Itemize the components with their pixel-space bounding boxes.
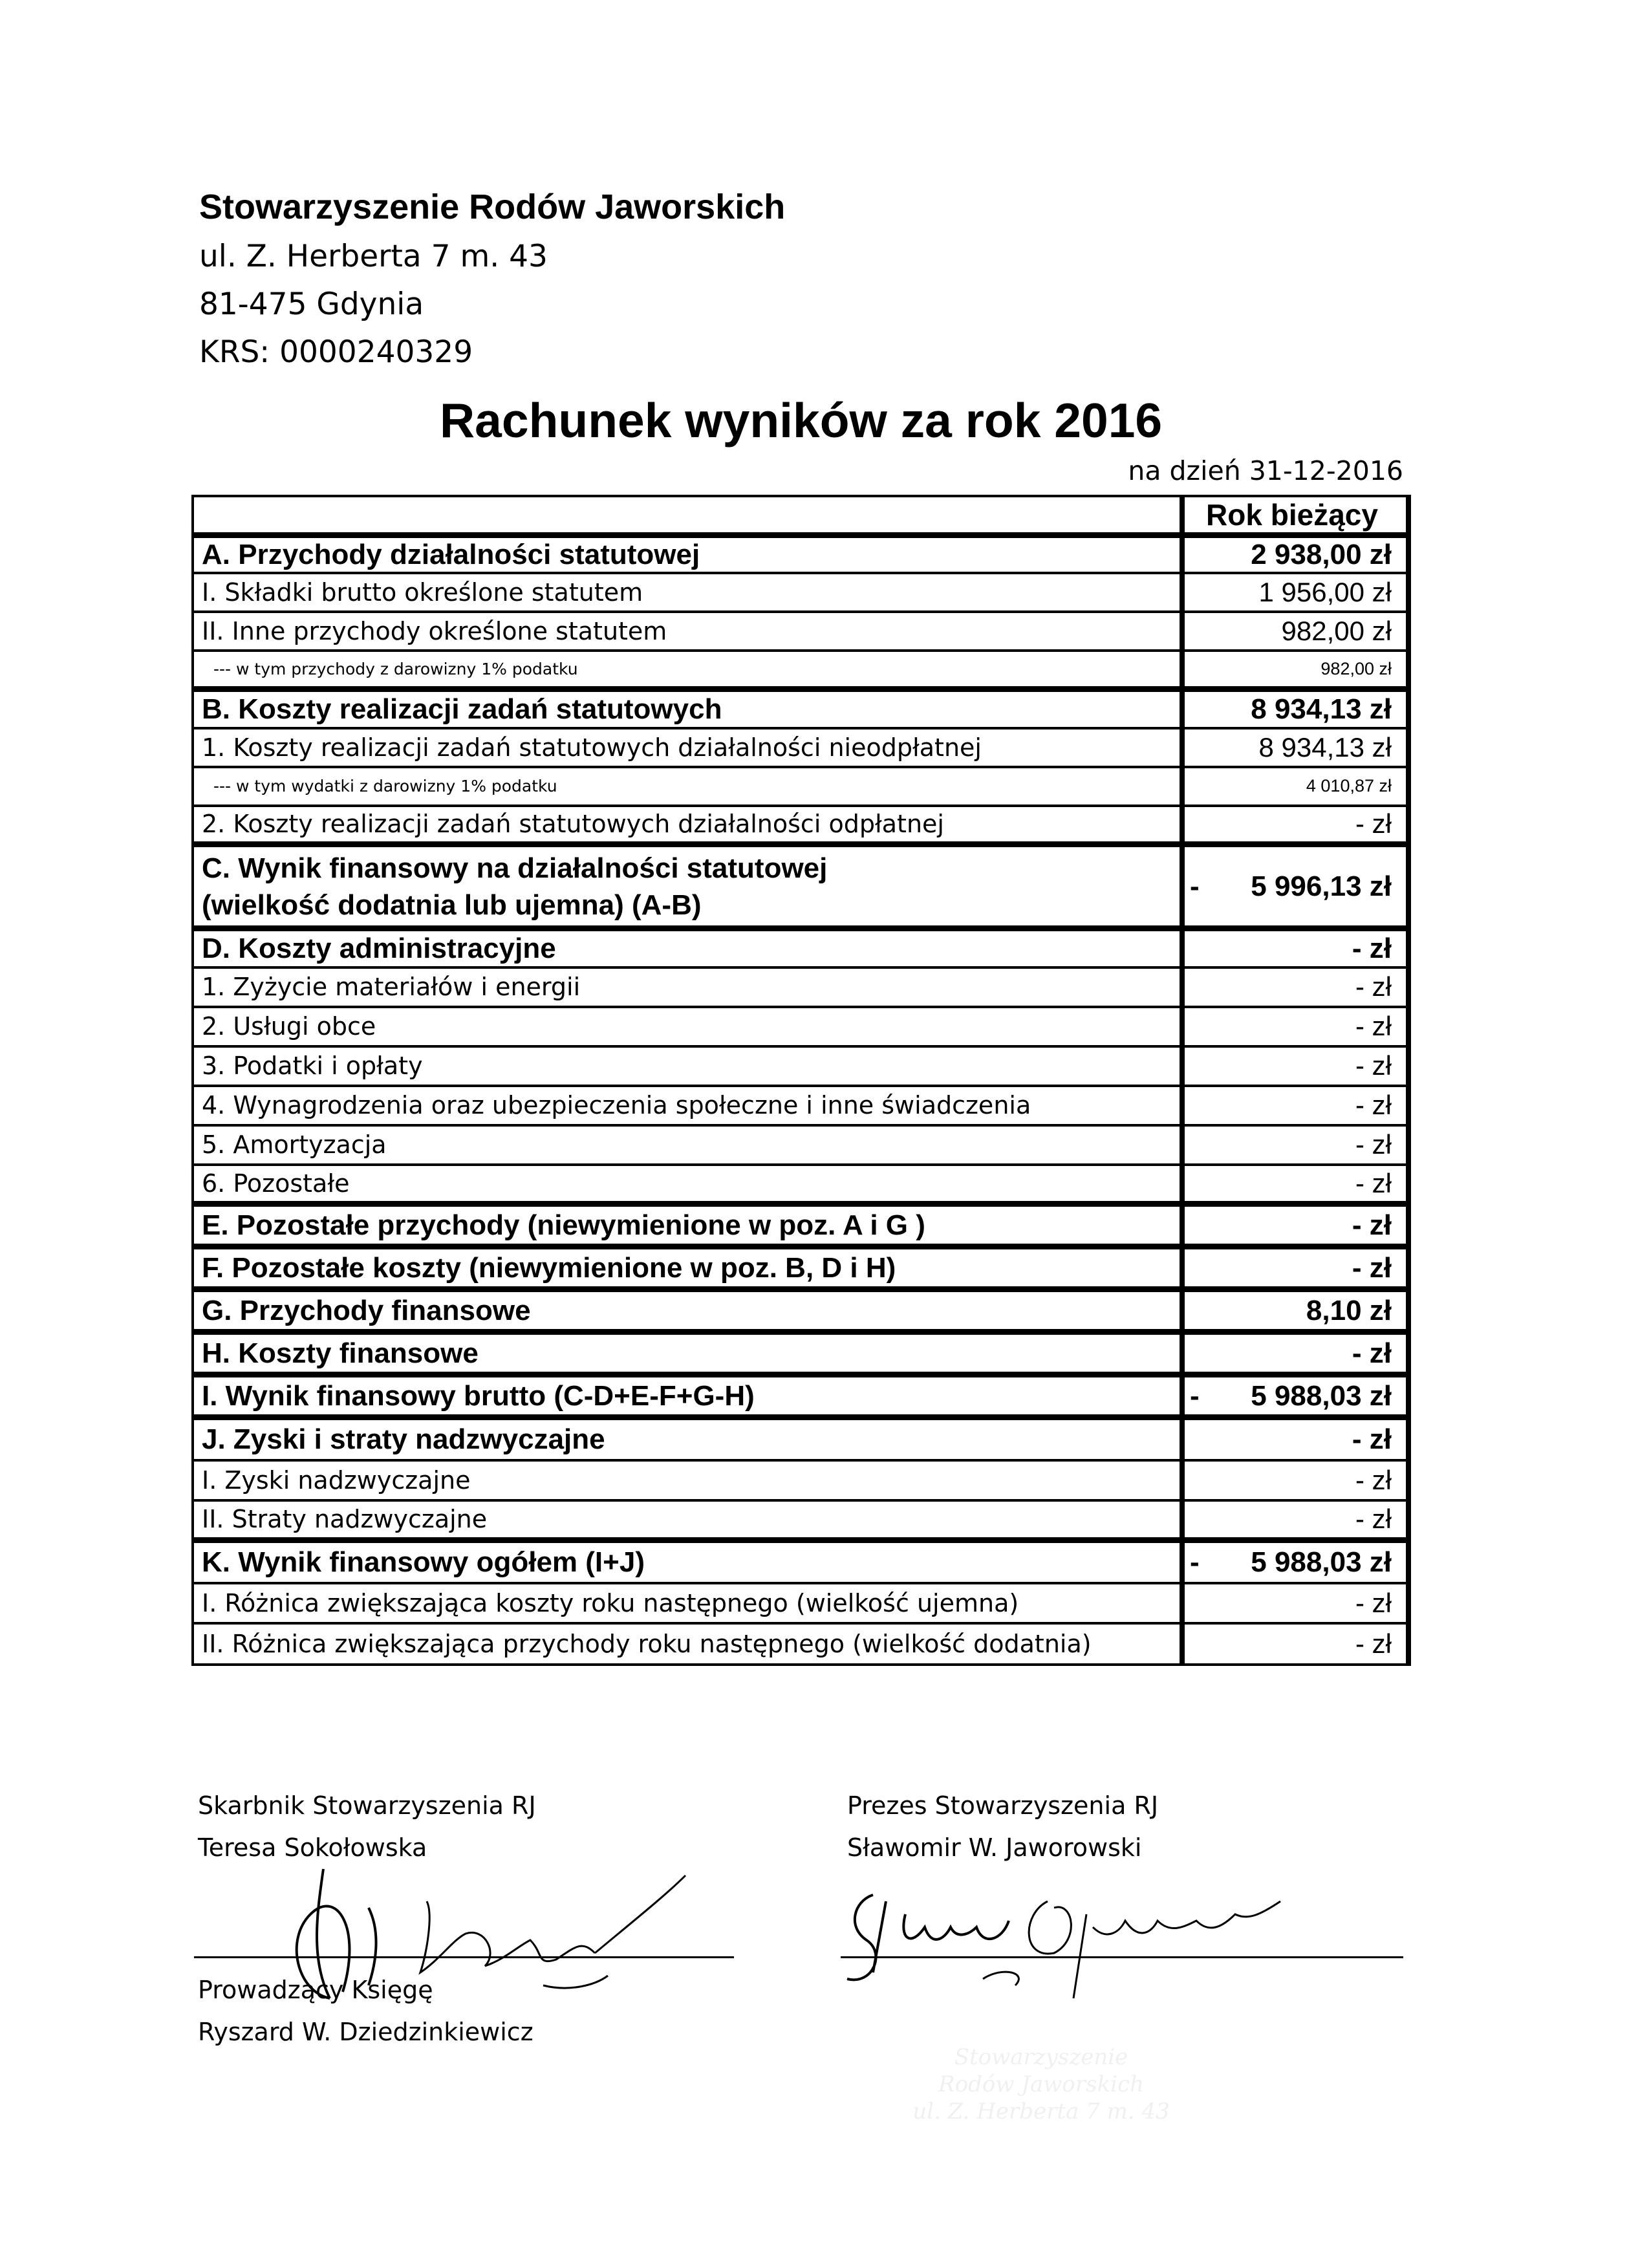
organization-header bbox=[199, 184, 785, 376]
bookkeeper-role: Prowadzący Księgę bbox=[198, 1976, 433, 2004]
row-value: 4 010,87 zł bbox=[1182, 767, 1408, 806]
as-of-date: na dzień 31-12-2016 bbox=[1128, 455, 1403, 486]
row-label: --- w tym wydatki z darowizny 1% podatku bbox=[193, 767, 1182, 806]
row-value: - zł bbox=[1182, 1046, 1408, 1086]
row-label: --- w tym przychody z darowizny 1% podatku bbox=[193, 651, 1182, 689]
row-value: - zł bbox=[1182, 1125, 1408, 1165]
header-empty-cell bbox=[193, 496, 1182, 535]
row-value: - zł bbox=[1182, 1086, 1408, 1125]
president-signature-icon bbox=[834, 1875, 1300, 2005]
table-row bbox=[193, 845, 1408, 929]
table-row bbox=[193, 1375, 1408, 1418]
row-value: - zł bbox=[1182, 1418, 1408, 1460]
table-row bbox=[193, 1460, 1408, 1500]
organization-krs: KRS: 0000240329 bbox=[199, 334, 473, 370]
negative-sign: - bbox=[1190, 870, 1200, 902]
row-value: 8,10 zł bbox=[1182, 1290, 1408, 1332]
row-label: II. Różnica zwiększająca przychody roku następnego (wielkość dodatnia) bbox=[193, 1623, 1182, 1665]
table-row bbox=[193, 1500, 1408, 1540]
row-value: 8 934,13 zł bbox=[1182, 689, 1408, 728]
row-value: 5 988,03 zł bbox=[1251, 1379, 1392, 1412]
negative-sign: - bbox=[1190, 1379, 1200, 1412]
column-header-current-year: Rok bieżący bbox=[1182, 496, 1408, 535]
table-row bbox=[193, 1125, 1408, 1165]
table-row bbox=[193, 1583, 1408, 1623]
row-value: - zł bbox=[1182, 929, 1408, 967]
table-row bbox=[193, 1418, 1408, 1460]
document-title: Rachunek wyników za rok 2016 bbox=[440, 393, 1163, 448]
stamp-line: Rodów Jaworskich bbox=[938, 2071, 1144, 2097]
row-label: 3. Podatki i opłaty bbox=[193, 1046, 1182, 1086]
table-row bbox=[193, 806, 1408, 845]
organization-city: 81-475 Gdynia bbox=[199, 286, 424, 322]
table-row bbox=[193, 1204, 1408, 1247]
table-row bbox=[193, 651, 1408, 689]
row-value: - zł bbox=[1182, 1623, 1408, 1665]
row-label: I. Zyski nadzwyczajne bbox=[193, 1460, 1182, 1500]
table-row bbox=[193, 1086, 1408, 1125]
table-row bbox=[193, 1007, 1408, 1046]
table-row bbox=[193, 967, 1408, 1007]
row-label: A. Przychody działalności statutowej bbox=[193, 535, 1182, 573]
row-label: E. Pozostałe przychody (niewymienione w poz. A i G ) bbox=[193, 1204, 1182, 1247]
table-row bbox=[193, 1165, 1408, 1204]
row-value-cell bbox=[1182, 1540, 1408, 1583]
bookkeeper-name: Ryszard W. Dziedzinkiewicz bbox=[198, 2018, 534, 2046]
row-value: 8 934,13 zł bbox=[1182, 728, 1408, 767]
row-label: II. Inne przychody określone statutem bbox=[193, 612, 1182, 651]
row-label: D. Koszty administracyjne bbox=[193, 929, 1182, 967]
row-value: - zł bbox=[1182, 1007, 1408, 1046]
table-row bbox=[193, 1623, 1408, 1665]
table-header-row bbox=[193, 496, 1408, 535]
row-label-line-2: (wielkość dodatnia lub ujemna) (A-B) bbox=[202, 889, 702, 921]
president-role: Prezes Stowarzyszenia RJ bbox=[847, 1791, 1159, 1820]
row-label: 2. Koszty realizacji zadań statutowych działalności odpłatnej bbox=[193, 806, 1182, 845]
table-row bbox=[193, 612, 1408, 651]
row-value: - zł bbox=[1182, 806, 1408, 845]
row-label: K. Wynik finansowy ogółem (I+J) bbox=[193, 1540, 1182, 1583]
table-row bbox=[193, 728, 1408, 767]
table-row bbox=[193, 535, 1408, 573]
row-label: 6. Pozostałe bbox=[193, 1165, 1182, 1204]
stamp-line: Stowarzyszenie bbox=[954, 2044, 1128, 2070]
row-value: - zł bbox=[1182, 1165, 1408, 1204]
faded-stamp bbox=[892, 2044, 1190, 2205]
row-label: J. Zyski i straty nadzwyczajne bbox=[193, 1418, 1182, 1460]
row-value: - zł bbox=[1182, 1460, 1408, 1500]
treasurer-role: Skarbnik Stowarzyszenia RJ bbox=[198, 1791, 536, 1820]
row-label: I. Składki brutto określone statutem bbox=[193, 573, 1182, 612]
row-value: 982,00 zł bbox=[1182, 612, 1408, 651]
table-row bbox=[193, 929, 1408, 967]
row-value: 1 956,00 zł bbox=[1182, 573, 1408, 612]
row-value: 5 988,03 zł bbox=[1251, 1546, 1392, 1578]
table-row bbox=[193, 1046, 1408, 1086]
row-label: 1. Zyżycie materiałów i energii bbox=[193, 967, 1182, 1007]
table-row bbox=[193, 767, 1408, 806]
row-value: - zł bbox=[1182, 1247, 1408, 1290]
negative-sign: - bbox=[1190, 1546, 1200, 1578]
row-value-cell bbox=[1182, 1375, 1408, 1418]
row-value: - zł bbox=[1182, 967, 1408, 1007]
table-row bbox=[193, 689, 1408, 728]
row-value-cell bbox=[1182, 845, 1408, 929]
row-label: H. Koszty finansowe bbox=[193, 1332, 1182, 1375]
table-row bbox=[193, 1332, 1408, 1375]
income-statement-table bbox=[191, 495, 1411, 1666]
row-label: 5. Amortyzacja bbox=[193, 1125, 1182, 1165]
row-label: 1. Koszty realizacji zadań statutowych działalności nieodpłatnej bbox=[193, 728, 1182, 767]
organization-name: Stowarzyszenie Rodów Jaworskich bbox=[199, 188, 786, 226]
treasurer-name: Teresa Sokołowska bbox=[198, 1833, 427, 1862]
row-label-line-1: C. Wynik finansowy na działalności statutowej bbox=[202, 852, 828, 884]
stamp-line: ul. Z. Herberta 7 m. 43 bbox=[912, 2099, 1170, 2124]
row-label: F. Pozostałe koszty (niewymienione w poz. B, D i H) bbox=[193, 1247, 1182, 1290]
row-label: 4. Wynagrodzenia oraz ubezpieczenia społeczne i inne świadczenia bbox=[193, 1086, 1182, 1125]
table-row bbox=[193, 573, 1408, 612]
row-value: - zł bbox=[1182, 1583, 1408, 1623]
row-label bbox=[193, 845, 1182, 929]
row-label: B. Koszty realizacji zadań statutowych bbox=[193, 689, 1182, 728]
table-row bbox=[193, 1540, 1408, 1583]
row-value: - zł bbox=[1182, 1332, 1408, 1375]
row-value: - zł bbox=[1182, 1500, 1408, 1540]
row-label: G. Przychody finansowe bbox=[193, 1290, 1182, 1332]
table-row bbox=[193, 1247, 1408, 1290]
president-name: Sławomir W. Jaworowski bbox=[847, 1833, 1142, 1862]
table-row bbox=[193, 1290, 1408, 1332]
row-value: - zł bbox=[1182, 1204, 1408, 1247]
row-label: I. Różnica zwiększająca koszty roku następnego (wielkość ujemna) bbox=[193, 1583, 1182, 1623]
row-label: I. Wynik finansowy brutto (C-D+E-F+G-H) bbox=[193, 1375, 1182, 1418]
row-value: 982,00 zł bbox=[1182, 651, 1408, 689]
organization-street: ul. Z. Herberta 7 m. 43 bbox=[199, 239, 548, 274]
row-label: II. Straty nadzwyczajne bbox=[193, 1500, 1182, 1540]
row-value: 2 938,00 zł bbox=[1182, 535, 1408, 573]
row-value: 5 996,13 zł bbox=[1251, 870, 1392, 902]
row-label: 2. Usługi obce bbox=[193, 1007, 1182, 1046]
